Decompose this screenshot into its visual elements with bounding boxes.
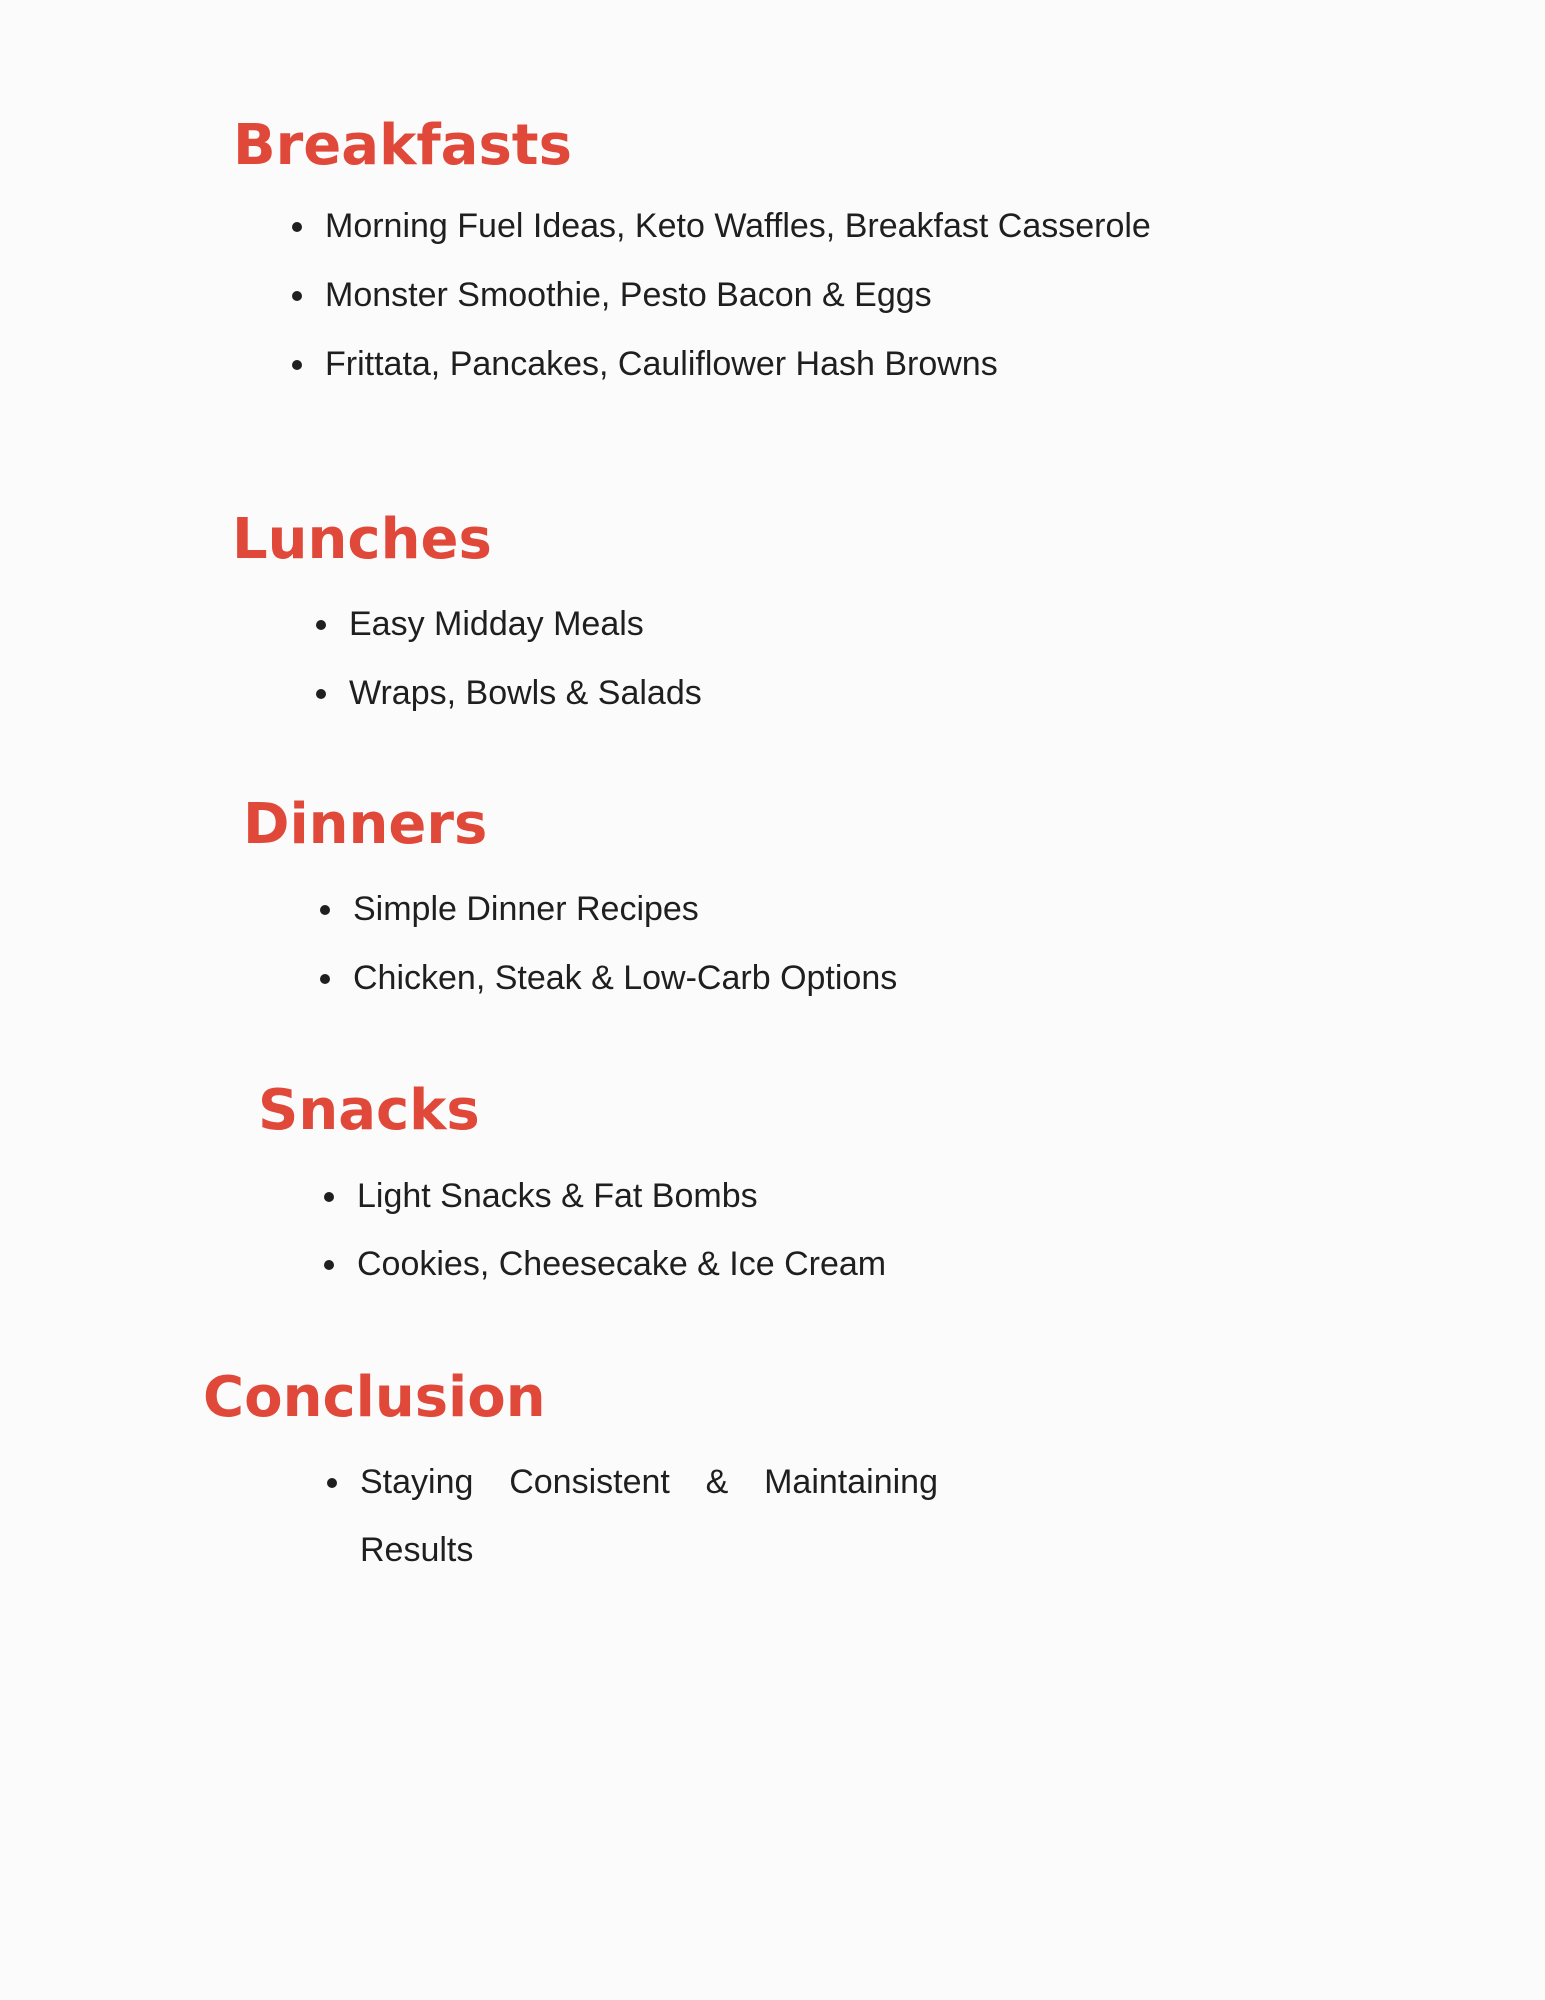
list-item-text: Light Snacks & Fat Bombs [357, 1177, 758, 1215]
list-item-text: Simple Dinner Recipes [353, 890, 699, 928]
bullet-icon [292, 360, 302, 370]
bullet-icon [324, 1260, 334, 1270]
list-item-text: Monster Smoothie, Pesto Bacon & Eggs [325, 276, 932, 314]
list-item-text: Wraps, Bowls & Salads [349, 674, 702, 712]
bullet-icon [320, 905, 330, 915]
section-heading-conclusion: Conclusion [203, 1365, 546, 1430]
list-item-text: Staying Consistent & Maintaining [360, 1463, 938, 1501]
section-heading-dinners: Dinners [243, 792, 488, 857]
list-item-text: Cookies, Cheesecake & Ice Cream [357, 1245, 887, 1283]
bullet-icon [320, 974, 330, 984]
bullet-icon [292, 222, 302, 232]
list-item-text: Frittata, Pancakes, Cauliflower Hash Browns [325, 345, 998, 383]
bullet-icon [316, 620, 326, 630]
bullet-icon [292, 291, 302, 301]
bullet-icon [327, 1478, 337, 1488]
section-heading-snacks: Snacks [258, 1078, 480, 1143]
list-item-text: Results [360, 1531, 474, 1569]
list-item-text: Morning Fuel Ideas, Keto Waffles, Breakfast Casserole [325, 207, 1151, 245]
section-heading-lunches: Lunches [232, 507, 492, 572]
list-item-text: Easy Midday Meals [349, 605, 644, 643]
section-heading-breakfasts: Breakfasts [233, 113, 572, 178]
bullet-icon [316, 689, 326, 699]
bullet-icon [324, 1192, 334, 1202]
list-item-text: Chicken, Steak & Low-Carb Options [353, 959, 898, 997]
